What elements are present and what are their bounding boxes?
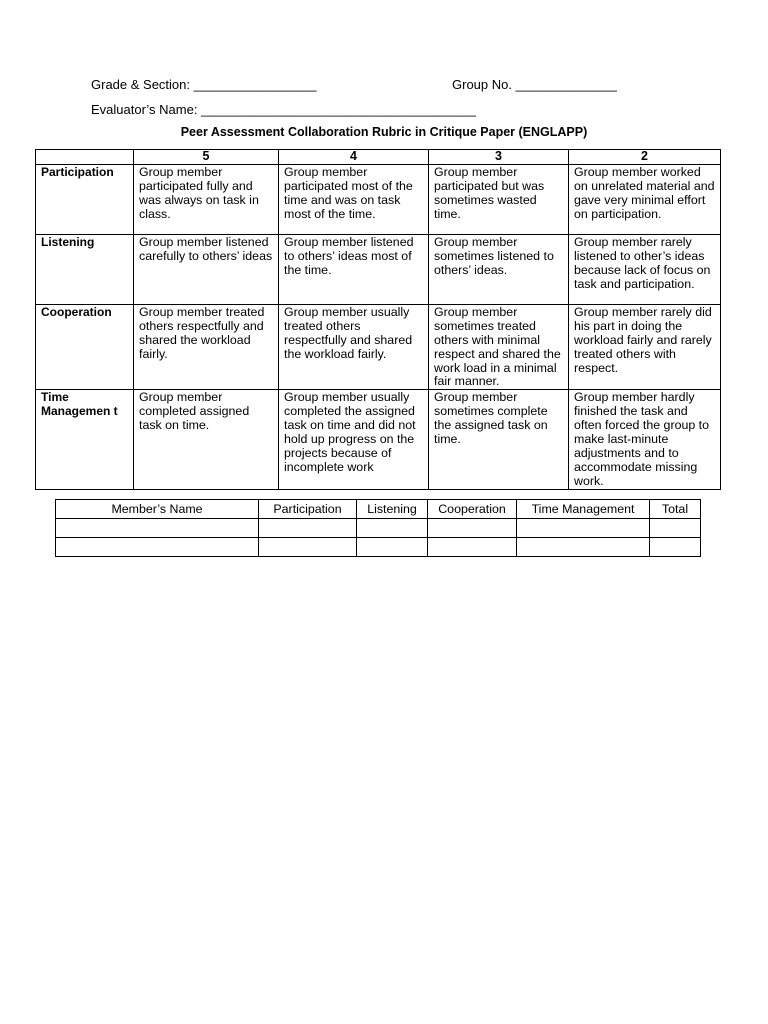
rubric-cell: Group member listened carefully to others’ ideas	[134, 234, 279, 304]
rubric-cell: Group member participated fully and was always on task in class.	[134, 164, 279, 234]
rubric-cell: Group member usually completed the assigned task on time and did not hold up progress on the projects because of incomplete work	[279, 390, 429, 489]
rubric-cell: Group member participated but was sometimes wasted time.	[429, 164, 569, 234]
score-row	[56, 538, 701, 557]
score-cell[interactable]	[56, 538, 259, 557]
score-cell[interactable]	[357, 538, 428, 557]
score-cell[interactable]	[517, 519, 650, 538]
rubric-row	[36, 304, 721, 389]
score-cell[interactable]	[259, 519, 357, 538]
score-header-cell: Time Management	[517, 500, 650, 519]
rubric-header-cell: 2	[569, 150, 721, 165]
criterion-cell: Listening	[36, 234, 134, 304]
rubric-cell: Group member sometimes listened to others’ ideas.	[429, 234, 569, 304]
score-header-cell: Member’s Name	[56, 500, 259, 519]
rubric-header-row	[36, 150, 721, 165]
rubric-cell: Group member rarely did his part in doing the workload fairly and rarely treated others with respect.	[569, 304, 721, 389]
criterion-cell: Cooperation	[36, 304, 134, 389]
rubric-cell: Group member hardly finished the task and often forced the group to make last-minute adjustments and to accommodate missing work.	[569, 390, 721, 489]
score-table	[55, 499, 701, 557]
rubric-cell: Group member participated most of the time and was on task most of the time.	[279, 164, 429, 234]
rubric-cell: Group member sometimes complete the assigned task on time.	[429, 390, 569, 489]
rubric-row	[36, 234, 721, 304]
score-cell[interactable]	[357, 519, 428, 538]
grade-section-field: Grade & Section: _________________	[91, 77, 317, 92]
score-header-cell: Cooperation	[428, 500, 517, 519]
score-cell[interactable]	[428, 538, 517, 557]
criterion-cell: Time Managemen t	[36, 390, 134, 489]
group-no-field: Group No. ______________	[452, 77, 617, 92]
score-cell[interactable]	[517, 538, 650, 557]
rubric-table	[35, 149, 721, 490]
score-cell[interactable]	[259, 538, 357, 557]
rubric-title: Peer Assessment Collaboration Rubric in Critique Paper (ENGLAPP)	[180, 125, 588, 139]
score-header-cell: Participation	[259, 500, 357, 519]
rubric-header-cell: 4	[279, 150, 429, 165]
score-header-row	[56, 500, 701, 519]
criterion-cell: Participation	[36, 164, 134, 234]
score-header-cell: Total	[650, 500, 701, 519]
rubric-row	[36, 390, 721, 489]
score-row	[56, 519, 701, 538]
evaluator-name-field: Evaluator’s Name: ______________________________________	[91, 102, 476, 117]
rubric-cell: Group member usually treated others respectfully and shared the workload fairly.	[279, 304, 429, 389]
rubric-cell: Group member completed assigned task on time.	[134, 390, 279, 489]
rubric-cell: Group member treated others respectfully and shared the workload fairly.	[134, 304, 279, 389]
score-cell[interactable]	[650, 538, 701, 557]
rubric-row	[36, 164, 721, 234]
score-cell[interactable]	[650, 519, 701, 538]
score-table-body	[56, 519, 701, 557]
rubric-cell: Group member worked on unrelated material and gave very minimal effort on participation.	[569, 164, 721, 234]
rubric-cell: Group member sometimes treated others with minimal respect and shared the work load in a minimal fair manner.	[429, 304, 569, 389]
rubric-header-cell: 3	[429, 150, 569, 165]
score-cell[interactable]	[428, 519, 517, 538]
score-header-cell: Listening	[357, 500, 428, 519]
rubric-header-cell: 5	[134, 150, 279, 165]
rubric-header-cell	[36, 150, 134, 165]
rubric-cell: Group member rarely listened to other’s ideas because lack of focus on task and participation.	[569, 234, 721, 304]
rubric-cell: Group member listened to others’ ideas most of the time.	[279, 234, 429, 304]
score-cell[interactable]	[56, 519, 259, 538]
